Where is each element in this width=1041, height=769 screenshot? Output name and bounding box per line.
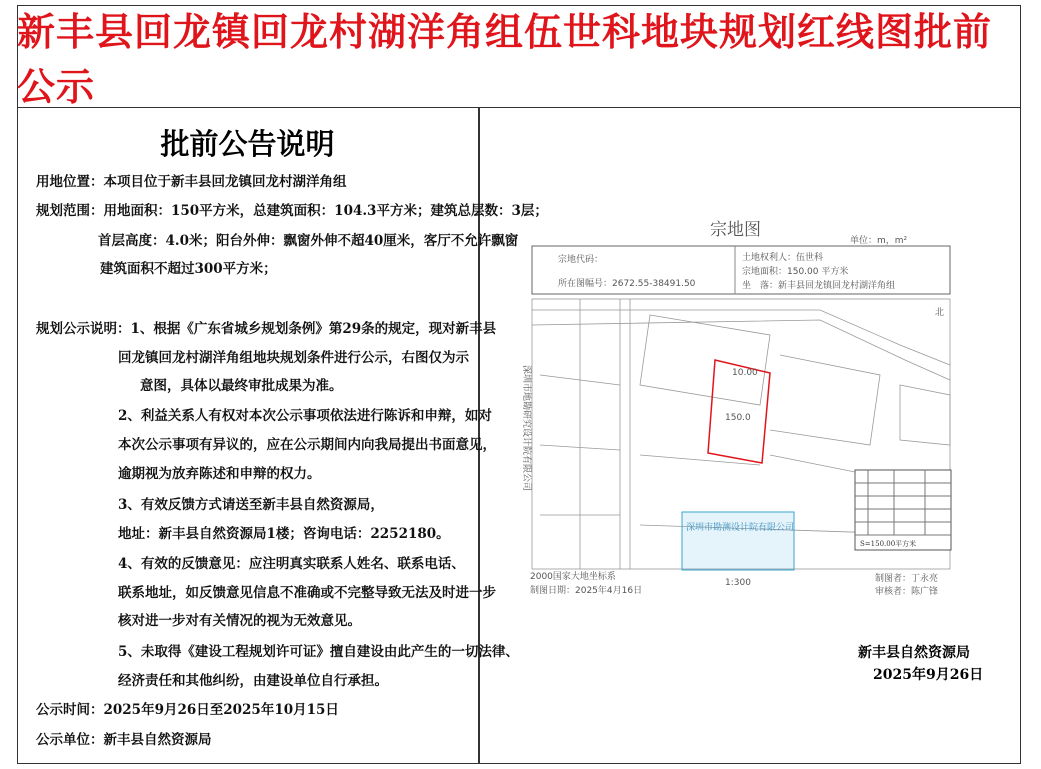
drawing-date: 制图日期：2025年4月16日	[530, 586, 643, 596]
survey-stamp	[682, 512, 794, 570]
map-scale: 1:300	[725, 578, 751, 588]
sheet-no: 所在图幅号：2672.55-38491.50	[558, 279, 696, 289]
notice-line: 公示单位：新丰县自然资源局	[36, 732, 212, 748]
notice-line: 公示时间：2025年9月26日至2025年10月15日	[36, 702, 339, 718]
owner: 土地权利人：伍世科	[742, 253, 824, 263]
edge-length: 10.00	[732, 368, 758, 378]
footer-date: 2025年9月26日	[873, 667, 984, 683]
reviewer: 审核者：陈广锋	[875, 587, 939, 597]
notice-line: 核对进一步对有关情况的视为无效意见。	[118, 613, 361, 629]
side-text: 深圳市地勘研究设计院有限公司	[521, 365, 531, 492]
notice-line: 联系地址，如反馈意见信息不准确或不完整导致无法及时进一步	[118, 585, 496, 601]
location: 坐 落：新丰县回龙镇回龙村湖洋角组	[742, 281, 896, 291]
drafter: 制图者：丁永亮	[875, 574, 939, 584]
notice-line: 地址：新丰县自然资源局1楼；咨询电话：2252180。	[118, 526, 450, 542]
stamp-text: 深圳市勘测设计院有限公司	[686, 523, 795, 533]
notice-line: 回龙镇回龙村湖洋角组地块规划条件进行公示，右图仅为示	[118, 350, 469, 366]
footer-org: 新丰县自然资源局	[858, 645, 970, 661]
parcel-area: 宗地面积：150.00 平方米	[742, 267, 849, 277]
notice-heading: 批前公告说明	[160, 127, 335, 161]
notice-line: 2、利益关系人有权对本次公示事项依法进行陈诉和申辩，如对	[118, 408, 492, 424]
total-area: S=150.00平方米	[860, 540, 917, 548]
notice-line: 规划范围：用地面积：150平方米，总建筑面积：104.3平方米；建筑总层数：3层；	[36, 203, 548, 219]
notice-line: 3、有效反馈方式请送至新丰县自然资源局，	[118, 497, 384, 513]
notice-line: 建筑面积不超过300平方米；	[100, 261, 277, 277]
coordinate-table	[855, 470, 951, 550]
notice-line: 4、有效的反馈意见：应注明真实联系人姓名、联系电话、	[118, 556, 465, 572]
notice-line: 逾期视为放弃陈述和申辩的权力。	[118, 466, 321, 482]
notice-line: 意图，具体以最终审批成果为准。	[140, 378, 343, 394]
parcel-code: 宗地代码：	[558, 255, 604, 265]
notice-line: 经济责任和其他纠纷，由建设单位自行承担。	[118, 673, 388, 689]
notice-line: 本次公示事项有异议的，应在公示期间内向我局提出书面意见，	[118, 437, 496, 453]
map-unit: 单位：m，m²	[850, 236, 908, 246]
coordinate-system: 2000国家大地坐标系	[530, 572, 616, 582]
page-title: 新丰县回龙镇回龙村湖洋角组伍世科地块规划红线图批前公示	[17, 5, 1021, 108]
parcel-map	[520, 215, 960, 600]
notice-line: 首层高度：4.0米；阳台外伸：飘窗外伸不超40厘米，客厅不允许飘窗	[98, 233, 519, 249]
notice-line: 5、未取得《建设工程规划许可证》擅自建设由此产生的一切法律、	[118, 644, 519, 660]
notice-line: 用地位置：本项目位于新丰县回龙镇回龙村湖洋角组	[36, 174, 347, 190]
notice-line: 规划公示说明：1、根据《广东省城乡规划条例》第29条的规定，现对新丰县	[36, 321, 497, 337]
north-arrow: 北	[935, 308, 945, 318]
map-title: 宗地图	[710, 220, 761, 240]
parcel-area-label: 150.0	[725, 413, 751, 423]
